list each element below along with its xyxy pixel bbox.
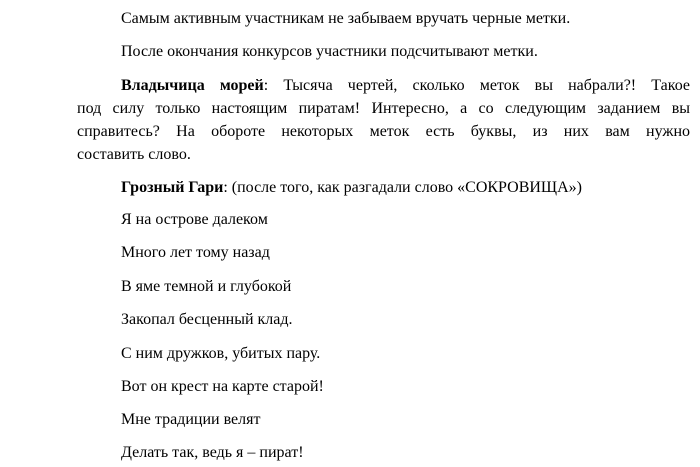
poem-line: С ним дружков, убитых пару.: [121, 345, 321, 362]
speaker-fearsome-gary: Грозный Гари: [121, 179, 224, 196]
poem-line: Я на острове далеком: [121, 211, 268, 228]
speaker-sea-mistress: Владычица морей: [121, 77, 264, 94]
poem-line: Вот он крест на карте старой!: [121, 378, 324, 395]
paragraph-fearsome-gary: [121, 178, 582, 198]
poem-line: В яме темной и глубокой: [121, 278, 292, 295]
fearsome-gary-text: : (после того, как разгадали слово «СОКРОВИЩА»): [223, 179, 582, 196]
poem-line: Мне традиции велят: [121, 411, 261, 428]
poem-line: Делать так, ведь я – пират!: [121, 444, 304, 461]
sea-mistress-line-2: под силу только настоящим пиратам! Интересно, а со следующим заданием вы: [77, 100, 690, 117]
sea-mistress-line-1-text: : Тысяча чертей, сколько меток вы набрали?! Такое: [263, 77, 690, 94]
sea-mistress-line-4: составить слово.: [77, 146, 191, 163]
sea-mistress-line-1: [121, 76, 690, 96]
paragraph-count-marks: После окончания конкурсов участники подсчитывают метки.: [121, 43, 538, 60]
paragraph-black-marks: Самым активным участникам не забываем вручать черные метки.: [121, 10, 571, 27]
sea-mistress-line-3: справитесь? На обороте некоторых меток есть буквы, из них вам нужно: [77, 123, 690, 140]
poem-line: Закопал бесценный клад.: [121, 311, 293, 328]
poem-line: Много лет тому назад: [121, 244, 270, 261]
